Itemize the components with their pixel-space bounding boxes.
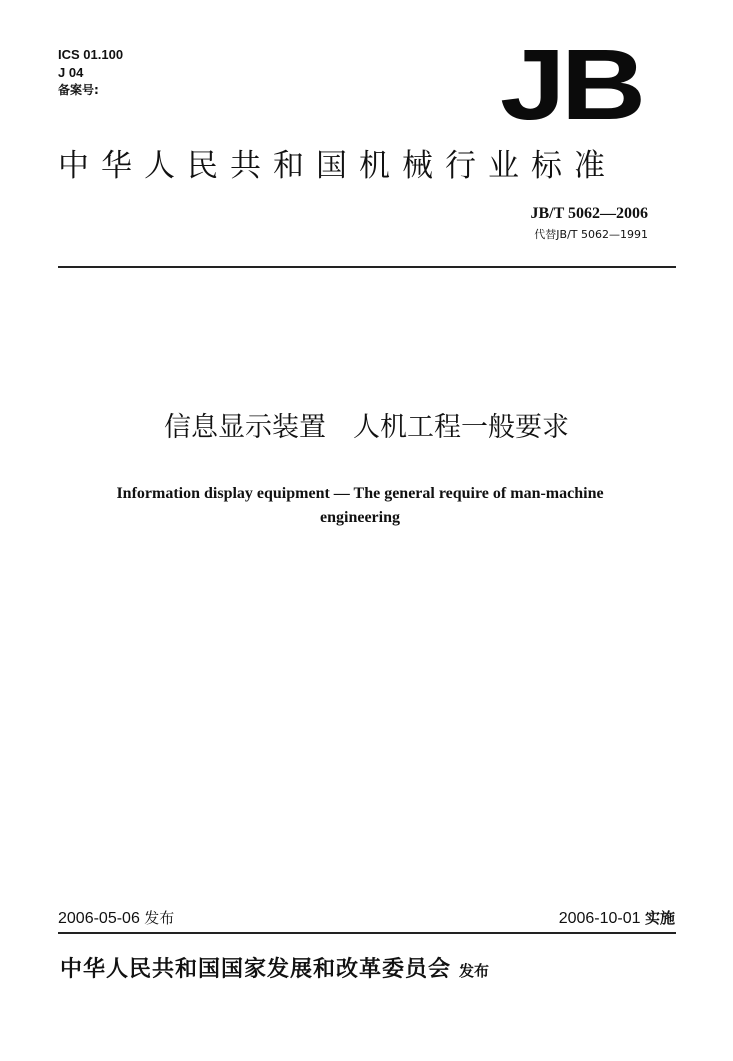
issuing-authority xyxy=(60,954,675,987)
document-title-en-line2: engineering xyxy=(320,509,400,526)
implement-date-label: 实施 xyxy=(644,909,675,927)
issuer-name: 中华人民共和国国家发展和改革委员会 xyxy=(60,957,452,982)
issuer-suffix: 发布 xyxy=(459,962,490,980)
document-title-cn: 信息显示装置 人机工程一般要求 xyxy=(164,412,569,443)
record-number-label: 备案号: xyxy=(58,83,99,97)
bottom-rule xyxy=(58,932,676,934)
publish-date-value: 2006-05-06 xyxy=(58,910,140,927)
replaces-standard: 代替JB/T 5062—1991 xyxy=(534,228,648,241)
publish-date xyxy=(58,907,174,930)
industry-standard-title: 中华人民共和国机械行业标准 xyxy=(58,148,617,184)
classification-code: J 04 xyxy=(58,65,84,80)
jb-logo: JB xyxy=(500,29,642,141)
document-title-en xyxy=(60,482,660,530)
implement-date xyxy=(559,907,675,930)
publish-date-label: 发布 xyxy=(144,909,175,927)
implement-date-value: 2006-10-01 xyxy=(558,910,641,927)
standard-number: JB/T 5062—2006 xyxy=(530,205,648,222)
document-title-en-line1: Information display equipment — The general require of man-machine xyxy=(116,485,604,502)
top-rule xyxy=(58,266,676,268)
ics-code: ICS 01.100 xyxy=(58,47,124,62)
